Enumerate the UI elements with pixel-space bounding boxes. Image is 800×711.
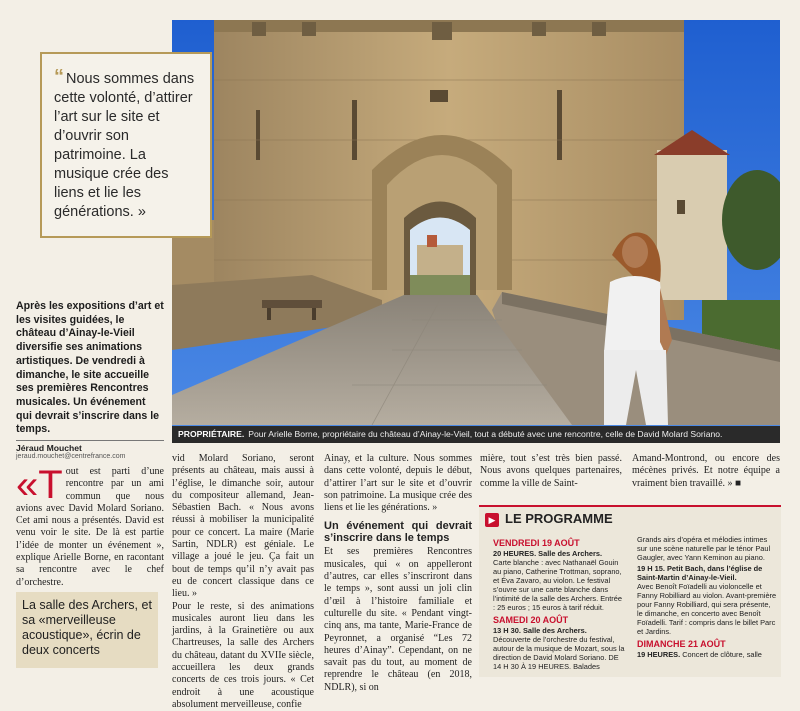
drop-cap: «T <box>16 463 63 507</box>
programme-header <box>479 507 781 531</box>
article-column-1 <box>16 463 164 589</box>
programme-time: 20 HEURES. Salle des Archers. <box>493 549 602 558</box>
programme-text: Avec Benoît Foïadelli au violoncelle et Fanny Robilliard au violon. Avant-première pour Fanny Robilliard, qui sera présente, le dimanche, en concerto avec Benoît Foïadelli. Tarif : compris dans le billet Parc et Jardins. <box>637 582 777 636</box>
column-2-paragraph-1: vid Molard Soriano, seront présents au château, mais aussi à l’église, le dimanche soir, autour du compositeur allemand, Jean-Sébastien Bach. « Nous avons réussi à mobiliser la municipalité pour ce concert. La maire (Marie Sartin, NDLR) est géniale. Le village a joué le jeu. Ça fait un bout de temps qu’il n’y avait pas eu de concert classique dans ce lieu. » <box>172 453 314 600</box>
article-column-3 <box>324 453 472 694</box>
byline <box>16 440 164 460</box>
column-2-paragraph-2: Pour le reste, si des animations musicales auront lieu dans les jardins, à la Grainetière ou aux Chartreuses, la salle des Archers du château, datant du XVIIe siècle, accueillera les deux grands concerts de ces trois jours. « Cet endroit à une acoustique absolument merveilleuse, confie <box>172 600 314 710</box>
programme-day: VENDREDI 19 AOÛT <box>493 538 580 548</box>
programme-text: Découverte de l’orchestre du festival, autour de la musique de Mozart, sous la direction de David Molard Soriano. DE 14 H 30 À 19 HEURES. Balades <box>493 635 625 671</box>
programme-text: Carte blanche : avec Nathanaël Gouin au piano, Catherine Trottman, soprano, et Éva Zavaro, au violon. Le festival s’ouvre sur une carte blanche dans l’intimité de la salle des Archers. Entrée : 25 euros ; 15 euros à tarif réduit. <box>493 558 622 612</box>
intertitle: Un événement qui devrait s’inscrire dans le temps <box>324 520 472 545</box>
photo-caption <box>172 426 780 443</box>
column-3-paragraph-1: Ainay, et la culture. Nous sommes dans cette volonté, depuis le début, d’attirer l’art sur le site et d’ouvrir son patrimoine. La musique crée des liens et lie les générations. » <box>324 453 472 514</box>
column-3-paragraph-2: Et ses premières Rencontres musicales, qui « on appelleront d’autres, car elles s’inscriront dans le temps », sont aussi un joli clin d’œil à l’histoire familiale et culturelle du site. « Pendant vingt-cinq ans, ma tante, Marie-France de Peyronnet, a organisé “Les 72 heures d’Ainay”. Cependant, on ne savait pas du tout, au moment de reprendre le château (en 2018, NDLR), si on <box>324 546 472 693</box>
programme-day: DIMANCHE 21 AOÛT <box>637 639 726 649</box>
article-column-2 <box>172 453 314 711</box>
programme-text: Grands airs d’opéra et mélodies intimes sur une scène naturelle par le ténor Paul Gaugler, avec Yann Keminon au piano. <box>637 535 771 562</box>
column-1-text: out est parti d’une rencontre par un ami commun que nous avions avec David Molard Soriano. Cet ami nous a présentés. David est venu voir le site. De là est partie l’idée de monter un événement », explique Arielle Borne, en racontant sa rencontre avec le chef d’orchestre. <box>16 466 164 588</box>
article-column-4 <box>480 453 622 490</box>
article-column-5 <box>632 453 780 490</box>
programme-text: Concert de clôture, salle <box>682 650 762 659</box>
quote-text: Nous sommes dans cette volonté, d’attirer l’art sur le site et d’ouvrir son patrimoine. La musique crée des liens et lie les générations. » <box>54 71 195 220</box>
programme-box <box>479 505 781 677</box>
caption-text: Pour Arielle Borne, propriétaire du château d’Ainay-le-Vieil, tout a débuté avec une rencontre, celle de David Molard Soriano. <box>248 429 723 439</box>
author-email: jeraud.mouchet@centrefrance.com <box>16 453 126 460</box>
quote-mark: “ <box>54 66 64 88</box>
programme-time: 19 H 15. Petit Bach, dans l’église de Saint-Martin d’Ainay-le-Vieil. <box>637 564 763 582</box>
programme-column-2 <box>637 535 777 659</box>
programme-time: 19 HEURES. <box>637 650 681 659</box>
column-4-text: mière, tout s’est très bien passé. Nous avons quelques partenaires, comme la ville de Saint- <box>480 453 622 489</box>
article-lead: Après les expositions d’art et les visites guidées, le château d’Ainay-le-Vieil diversifie ses animations artistiques. De vendredi à dimanche, le site accueille ses premières Rencontres musicales. Un événement qui devrait s’inscrire dans le temps. <box>16 300 164 436</box>
arrow-right-icon: ▶ <box>485 513 499 527</box>
castle-illustration <box>172 20 780 443</box>
pull-quote <box>40 52 212 238</box>
programme-time: 13 H 30. Salle des Archers. <box>493 626 587 635</box>
caption-label: PROPRIÉTAIRE. <box>178 429 245 439</box>
column-5-text: Amand-Montrond, ou encore des mécènes privés. Et notre équipe a vraiment bien travaillé. » ■ <box>632 453 780 489</box>
castle-photo <box>172 20 780 443</box>
author-name: Jéraud Mouchet <box>16 443 82 453</box>
programme-column-1 <box>493 535 625 671</box>
programme-title: LE PROGRAMME <box>505 511 613 526</box>
programme-day: SAMEDI 20 AOÛT <box>493 615 569 625</box>
archers-box: La salle des Archers, et sa «merveilleuse acoustique», écrin de deux concerts <box>16 592 158 668</box>
